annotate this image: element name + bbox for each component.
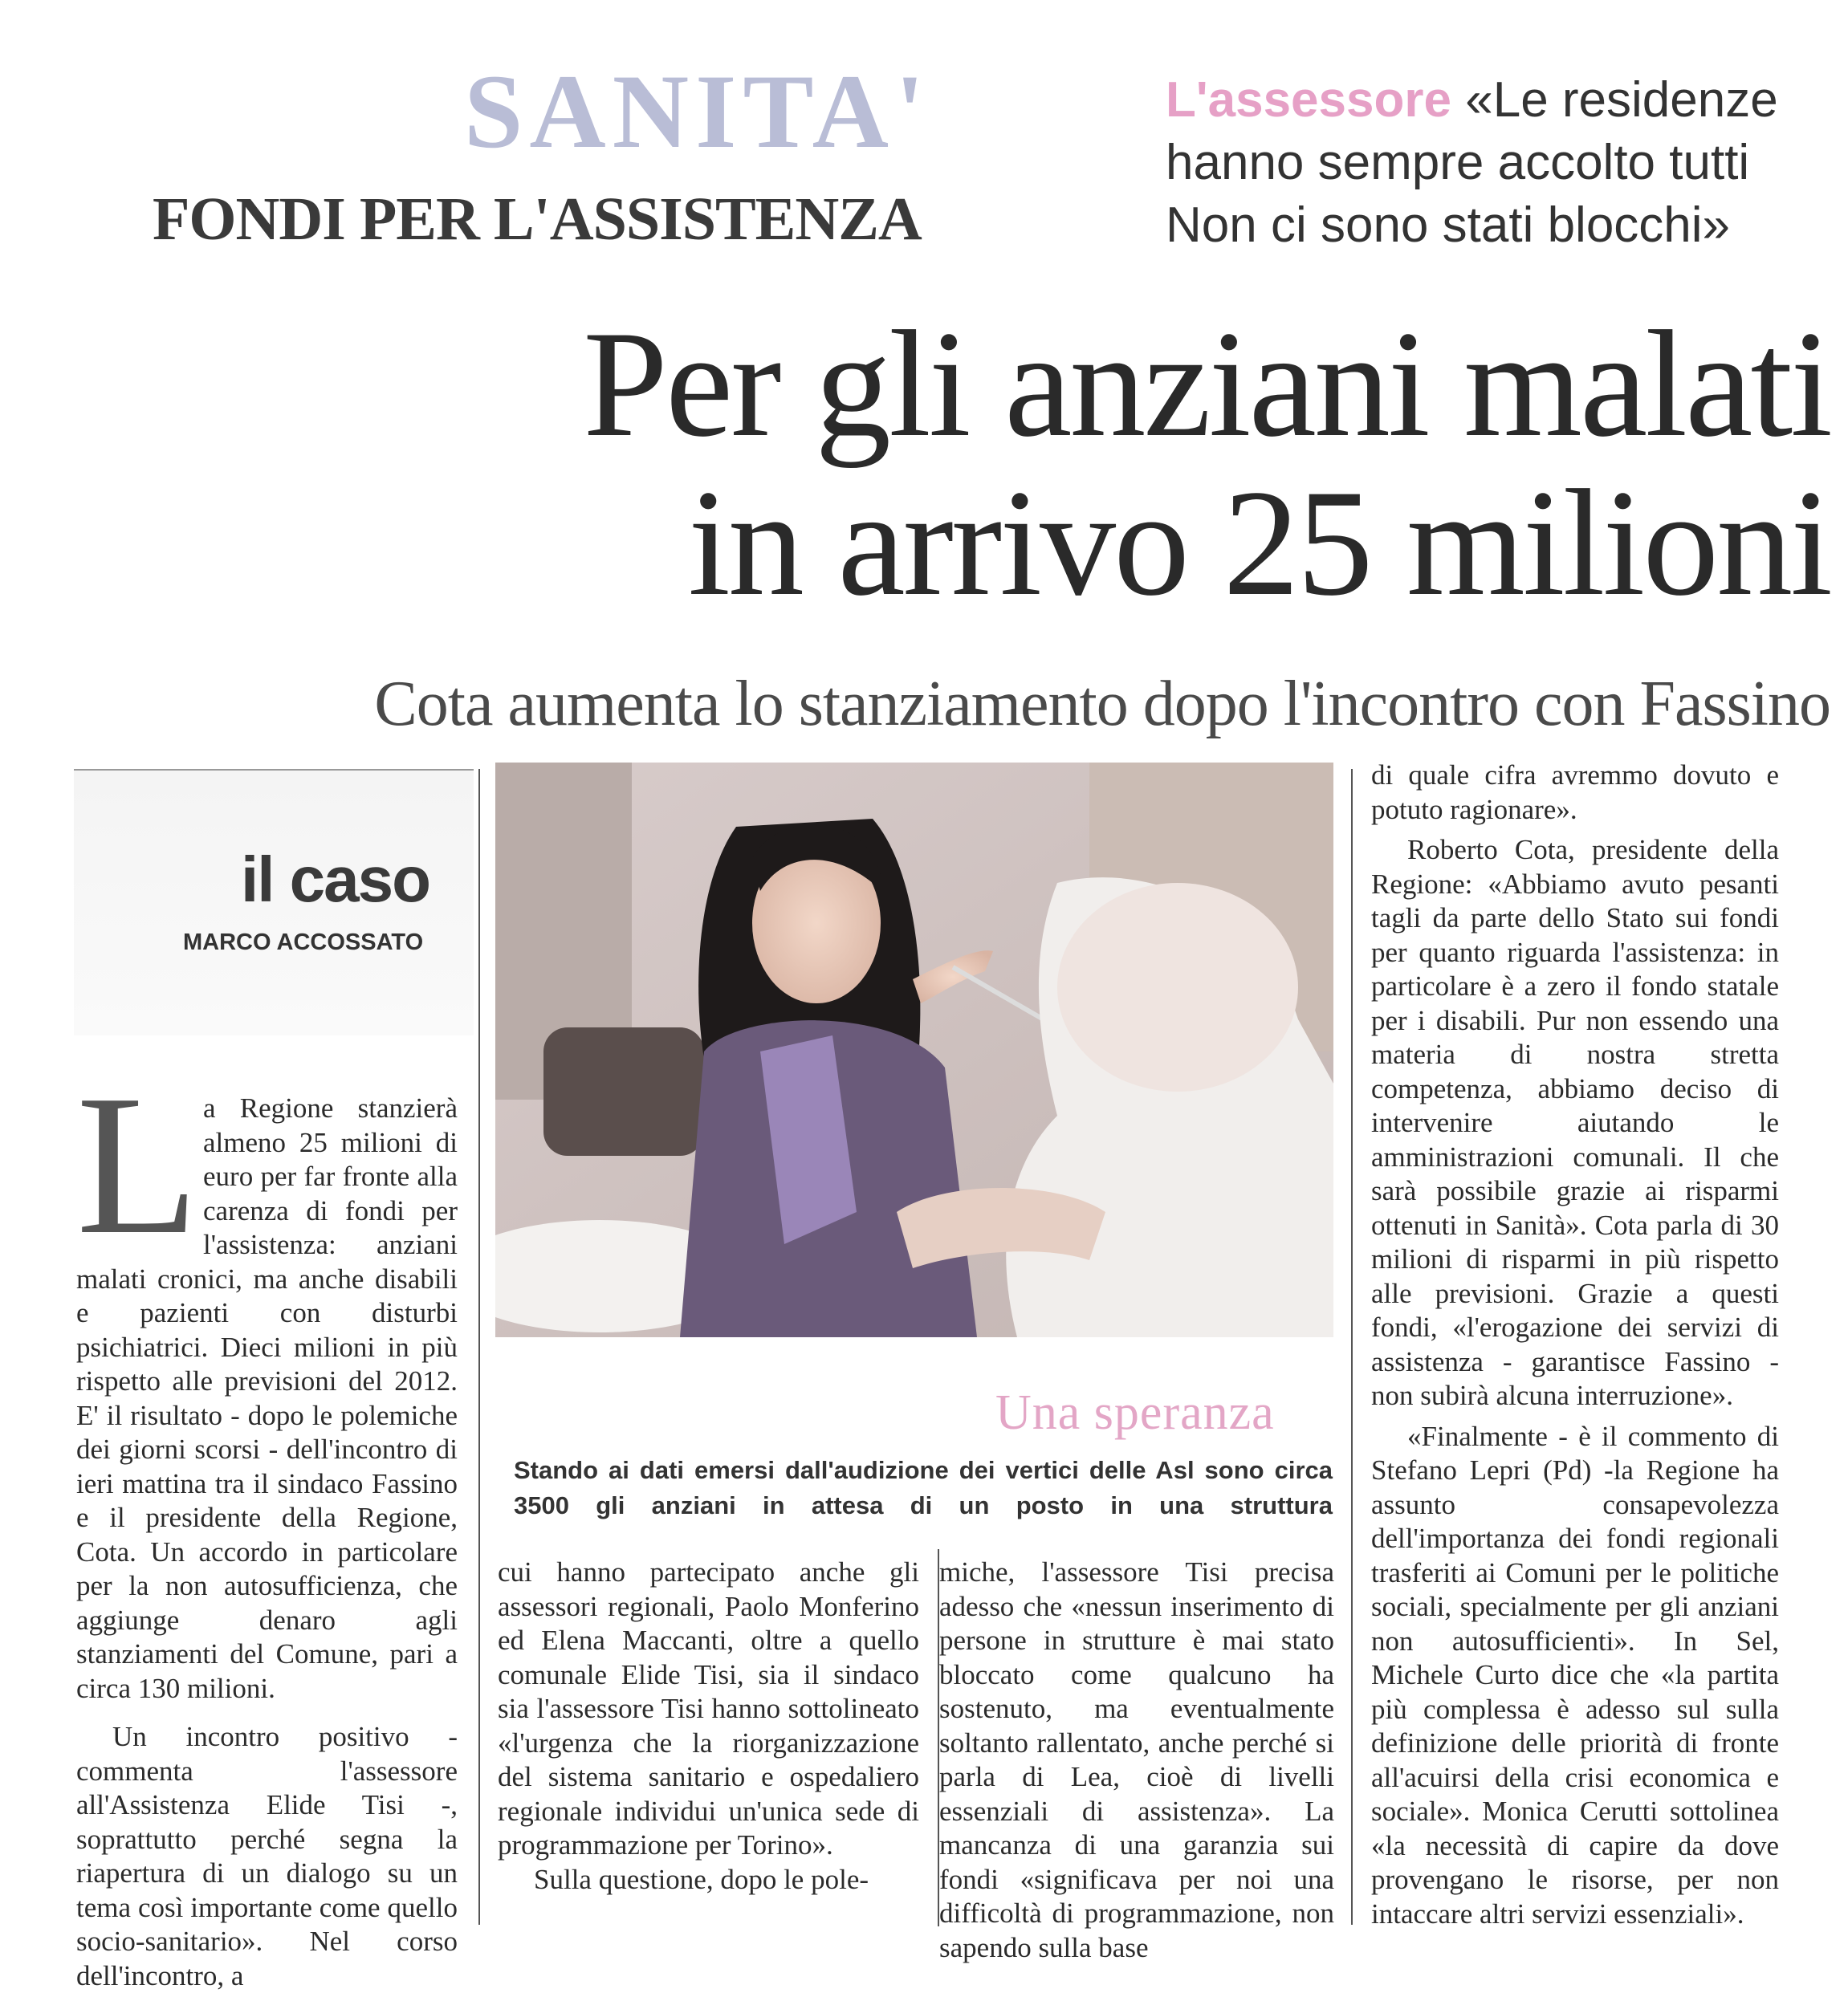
subheadline: Cota aumenta lo stanziamento dopo l'incontro con Fassino: [374, 669, 1830, 739]
paragraph: miche, l'assessore Tisi precisa adesso che «nessun inserimento di persone in strutture è mai stato bloccato come qualcuno ha sostenuto, ma eventualmente soltanto rallentato, anche perché si parla di Lea, cioè di livelli essenziali di assistenza». La mancanza di una garanzia sui fondi «significava per noi una difficoltà di programmazione, non sapendo sulla base: [939, 1556, 1334, 1963]
headline-line-2: in arrivo 25 milioni: [688, 459, 1830, 628]
paragraph: Sulla questione, dopo le pole-: [534, 1863, 869, 1895]
body-column-2: [498, 1556, 919, 1897]
drop-cap: L: [76, 1054, 199, 1276]
photo-caregiver-feeding-elderly: [495, 763, 1333, 1337]
paragraph: «Finalmente - è il commento di Stefano Lepri (Pd) -la Regione ha assunto consapevolezza dell'importanza dei fondi regionali trasferiti ai Comuni per le politiche sociali, specialmente per gli anziani non autosufficienti». In Sel, Michele Curto dice che «la partita più complessa è adesso sul sulla definizione delle priorità di fronte all'acuirsi della crisi economica e sociale». Monica Cerutti sottolinea «la necessità di capire da dove provengano le risorse, per non intaccare altri servizi essenziali».: [1371, 1420, 1779, 1930]
topic-kicker: FONDI PER L'ASSISTENZA: [153, 185, 922, 253]
news-photo: [495, 763, 1333, 1337]
headline: [305, 300, 1830, 628]
quote-text: «Le residenze hanno sempre accolto tutti Non ci sono stati blocchi»: [1166, 72, 1778, 253]
paragraph: di quale cifra avremmo dovuto e potuto ragionare».: [1371, 759, 1779, 825]
pull-quote: [1166, 69, 1824, 257]
headline-line-1: Per gli anziani malati: [583, 300, 1830, 469]
body-column-4: [1371, 759, 1779, 1931]
byline: MARCO ACCOSSATO: [183, 929, 424, 955]
quote-lead: L'assessore: [1166, 72, 1451, 128]
paragraph: a Regione stanzierà almeno 25 milioni di euro per far fronte alla carenza di fondi per l'assistenza: anziani malati cronici, ma anche disabili e pazienti con disturbi psichiatrici. Dieci milioni in più rispetto alle previsioni del 2012. E' il risultato - dopo le polemiche dei giorni scorsi - dell'incontro di ieri mattina tra il sindaco Fassino e il presidente della Regione, Cota. Un accordo in particolare per la non autosufficienza, che aggiunge denaro agli stanziamenti del Comune, pari a circa 130 milioni.: [76, 1092, 458, 1704]
section-kicker: SANITA': [464, 52, 931, 170]
paragraph: cui hanno partecipato anche gli assessori regionali, Paolo Monferino ed Elena Maccanti, oltre a quello comunale Elide Tisi, sia il sindaco sia l'assessore Tisi hanno sottolineato «l'urgenza che la riorganizzazione del sistema sanitario e ospedaliero regionale individui un'unica sede di programmazione per Torino».: [498, 1556, 919, 1861]
feature-label: il caso: [241, 844, 430, 915]
body-column-3: [939, 1556, 1334, 1965]
body-column-1: [76, 1092, 458, 1993]
caption-title: Una speranza: [995, 1385, 1275, 1440]
photo-caption: Stando ai dati emersi dall'audizione dei vertici delle Asl sono circa 3500 gli anziani in attesa di un posto in una struttura: [514, 1456, 1333, 1519]
column-rule: [1351, 769, 1353, 1925]
column-rule: [478, 769, 480, 1925]
paragraph: Roberto Cota, presidente della Regione: «Abbiamo avuto pesanti tagli da parte dello Stato sui fondi per quanto riguarda l'assistenza: in particolare è a zero il fondo statale per i disabili. Pur non essendo una materia di nostra stretta competenza, abbiamo deciso di intervenire aiutando le amministrazioni comunali. Il che sarà possibile grazie ai risparmi ottenuti in Sanità». Cota parla di 30 milioni di risparmi in più rispetto alle previsioni. Grazie a questi fondi, «l'erogazione dei servizi di assistenza - garantisce Fassino - non subirà alcuna interruzione».: [1371, 834, 1779, 1411]
paragraph: Un incontro positivo - commenta l'assessore all'Assistenza Elide Tisi -, soprattutto perché segna la riapertura di un dialogo su un tema così importante come quello socio-sanitario». Nel corso dell'incontro, a: [76, 1721, 458, 1991]
